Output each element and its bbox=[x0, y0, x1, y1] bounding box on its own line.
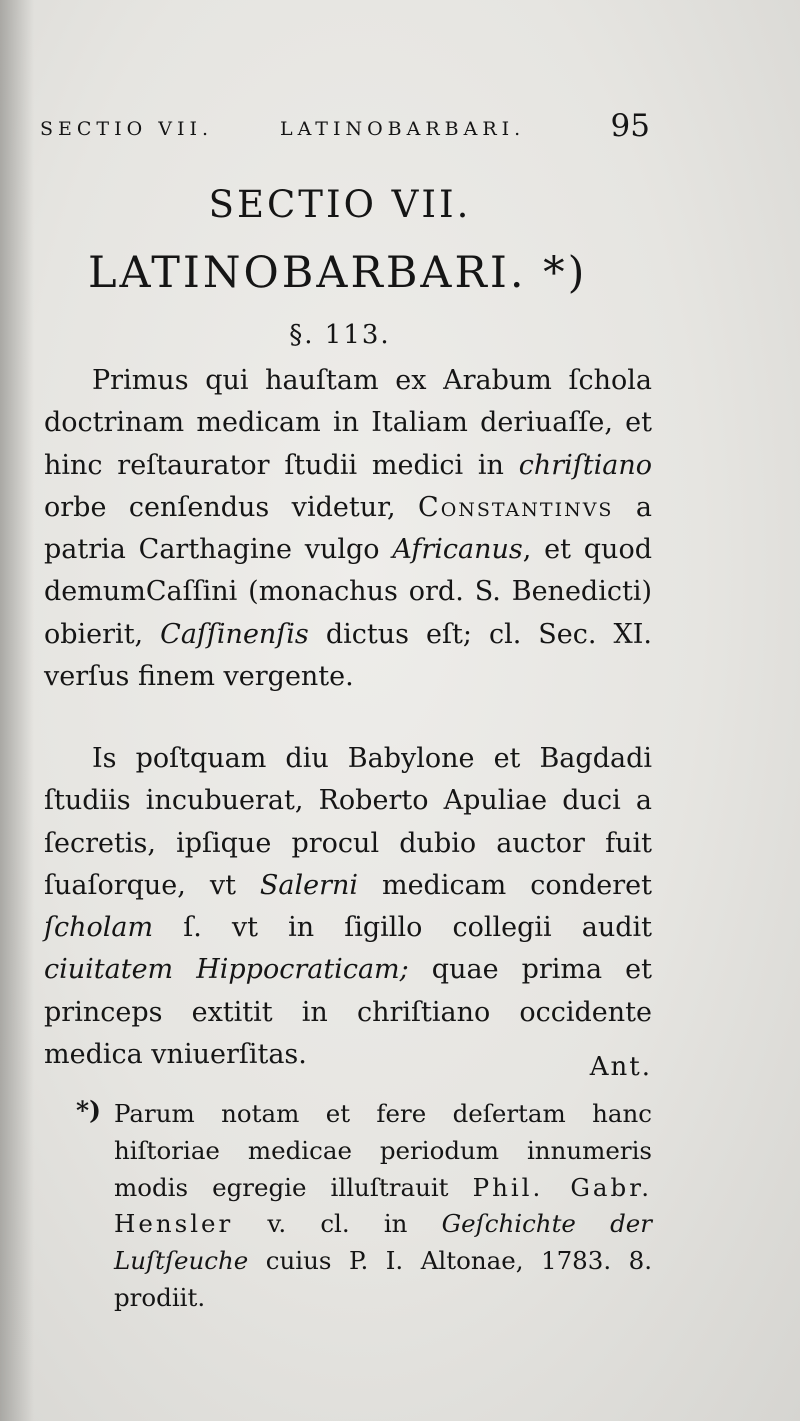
section-number: §. 113. bbox=[289, 320, 391, 350]
main-title: LATINOBARBARI. *) bbox=[88, 248, 588, 298]
paragraph-1: Primus qui hauſtam ex Arabum ſchola doctrinam medicam in Italiam deriuaſſe, et hinc reſtaurator ſtudii medici in chriſtiano orbe cenſendus videtur, Constantinvs a patria Carthagine vulgo Africanus, et quod demumCaſſini (monachus ord. S. Benedicti) obierit, Caſſinenſis dictus eſt; cl. Sec. XI. verſus finem vergente. bbox=[44, 365, 652, 693]
section-title: SECTIO VII. bbox=[208, 183, 472, 226]
paragraph-2: Is poſtquam diu Babylone et Bagdadi ſtudiis incubuerat, Roberto Apuliae duci a ſecretis, ipſique procul dubio auctor fuit ſuaſorque, vt Salerni medicam conderet ſcholam ſ. vt in ſigillo collegii audit ciuitatem Hippocraticam; quae prima et princeps extitit in chriſtiano occidente medica vniuerſitas. bbox=[44, 743, 652, 1071]
running-head-title: LATINOBARBARI. bbox=[280, 118, 526, 140]
catchword: Ant. bbox=[589, 1052, 652, 1082]
page-number: 95 bbox=[610, 108, 650, 144]
running-head-section: SECTIO VII. bbox=[40, 118, 213, 140]
footnote-marker: *) bbox=[76, 1096, 101, 1125]
running-head bbox=[40, 108, 650, 152]
footnote: Parum notam et fere deſertam hanc hiſtoriae medicae periodum innumeris modis egregie illuſtrauit Phil. Gabr. Hensler v. cl. in Geſchichte der Luſtſeuche cuius P. I. Altonae, 1783. 8. prodiit. bbox=[114, 1099, 653, 1312]
